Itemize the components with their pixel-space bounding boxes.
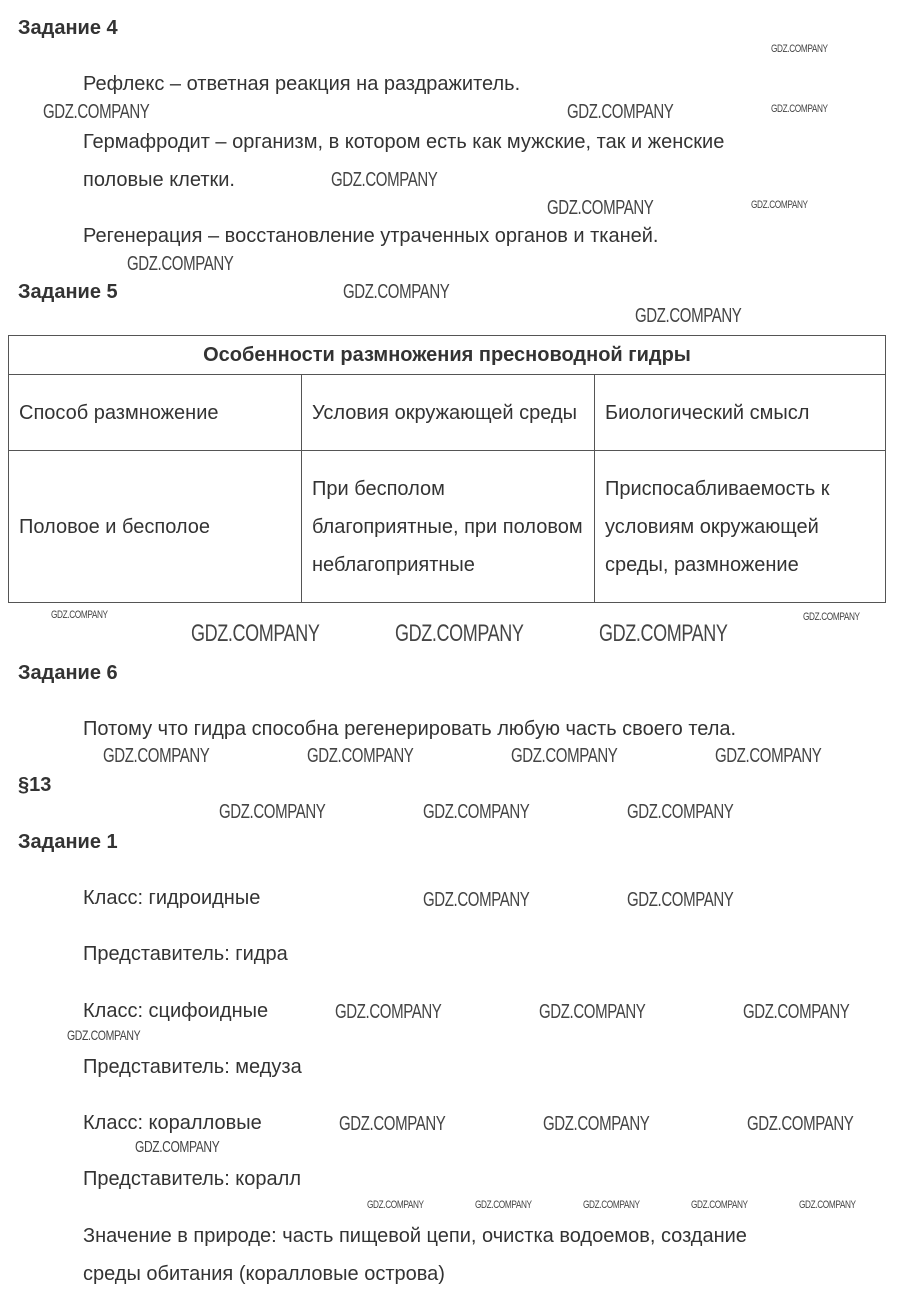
watermark: GDZ.COMPANY (543, 1113, 650, 1135)
watermark: GDZ.COMPANY (635, 305, 742, 327)
watermark: GDZ.COMPANY (771, 103, 828, 115)
watermark: GDZ.COMPANY (43, 101, 150, 123)
watermark: GDZ.COMPANY (135, 1139, 220, 1156)
watermark: GDZ.COMPANY (751, 199, 808, 211)
watermark: GDZ.COMPANY (191, 620, 320, 647)
watermark: GDZ.COMPANY (583, 1199, 640, 1211)
watermark: GDZ.COMPANY (547, 197, 654, 219)
watermark: GDZ.COMPANY (803, 611, 860, 623)
watermark: GDZ.COMPANY (51, 609, 108, 621)
watermark: GDZ.COMPANY (599, 620, 728, 647)
watermark: GDZ.COMPANY (627, 801, 734, 823)
task5-heading: Задание 5 (18, 281, 118, 303)
class-hydroid: Класс: гидроидные (83, 887, 261, 909)
task6-answer: Потому что гидра способна регенерировать любую часть своего тела. (83, 718, 737, 740)
watermark: GDZ.COMPANY (395, 620, 524, 647)
definition-regeneration: Регенерация – восстановление утраченных органов и тканей. (83, 225, 659, 247)
watermark: GDZ.COMPANY (799, 1199, 856, 1211)
definition-reflex: Рефлекс – ответная реакция на раздражитель. (83, 73, 521, 95)
watermark: GDZ.COMPANY (567, 101, 674, 123)
watermark: GDZ.COMPANY (539, 1001, 646, 1023)
watermark: GDZ.COMPANY (715, 745, 822, 767)
watermark: GDZ.COMPANY (339, 1113, 446, 1135)
nature-value: Значение в природе: часть пищевой цепи, очистка водоемов, создание (83, 1225, 747, 1247)
watermark: GDZ.COMPANY (423, 889, 530, 911)
definition-hermaphrodite-cont: половые клетки. (83, 169, 235, 191)
watermark: GDZ.COMPANY (691, 1199, 748, 1211)
watermark: GDZ.COMPANY (771, 43, 828, 55)
hydra-reproduction-table (8, 335, 886, 603)
cell-conditions: При бесполом благоприятные, при половом неблагоприятные (302, 451, 595, 603)
header-conditions: Условия окружающей среды (302, 375, 595, 451)
watermark: GDZ.COMPANY (627, 889, 734, 911)
rep-hydra: Представитель: гидра (83, 943, 288, 965)
nature-value-cont: среды обитания (коралловые острова) (83, 1263, 445, 1285)
definition-hermaphrodite: Гермафродит – организм, в котором есть как мужские, так и женские (83, 131, 725, 153)
watermark: GDZ.COMPANY (475, 1199, 532, 1211)
task4-heading: Задание 4 (18, 17, 118, 39)
rep-coral: Представитель: коралл (83, 1168, 301, 1190)
table-title: Особенности размножения пресноводной гидры (9, 336, 886, 375)
watermark: GDZ.COMPANY (331, 169, 438, 191)
cell-method: Половое и бесполое (9, 451, 302, 603)
cell-meaning: Приспосабливаемость к условиям окружающей среды, размножение (595, 451, 886, 603)
watermark: GDZ.COMPANY (511, 745, 618, 767)
watermark: GDZ.COMPANY (743, 1001, 850, 1023)
watermark: GDZ.COMPANY (219, 801, 326, 823)
watermark: GDZ.COMPANY (103, 745, 210, 767)
task6-heading: Задание 6 (18, 662, 118, 684)
watermark: GDZ.COMPANY (423, 801, 530, 823)
watermark: GDZ.COMPANY (127, 253, 234, 275)
watermark: GDZ.COMPANY (367, 1199, 424, 1211)
class-coral: Класс: коралловые (83, 1112, 262, 1134)
header-method: Способ размножение (9, 375, 302, 451)
header-meaning: Биологический смысл (595, 375, 886, 451)
watermark: GDZ.COMPANY (343, 281, 450, 303)
task1-heading: Задание 1 (18, 831, 118, 853)
rep-jellyfish: Представитель: медуза (83, 1056, 302, 1078)
section-heading: §13 (18, 774, 52, 796)
watermark: GDZ.COMPANY (747, 1113, 854, 1135)
watermark: GDZ.COMPANY (67, 1027, 141, 1043)
watermark: GDZ.COMPANY (307, 745, 414, 767)
watermark: GDZ.COMPANY (335, 1001, 442, 1023)
class-scyphoid: Класс: сцифоидные (83, 1000, 269, 1022)
